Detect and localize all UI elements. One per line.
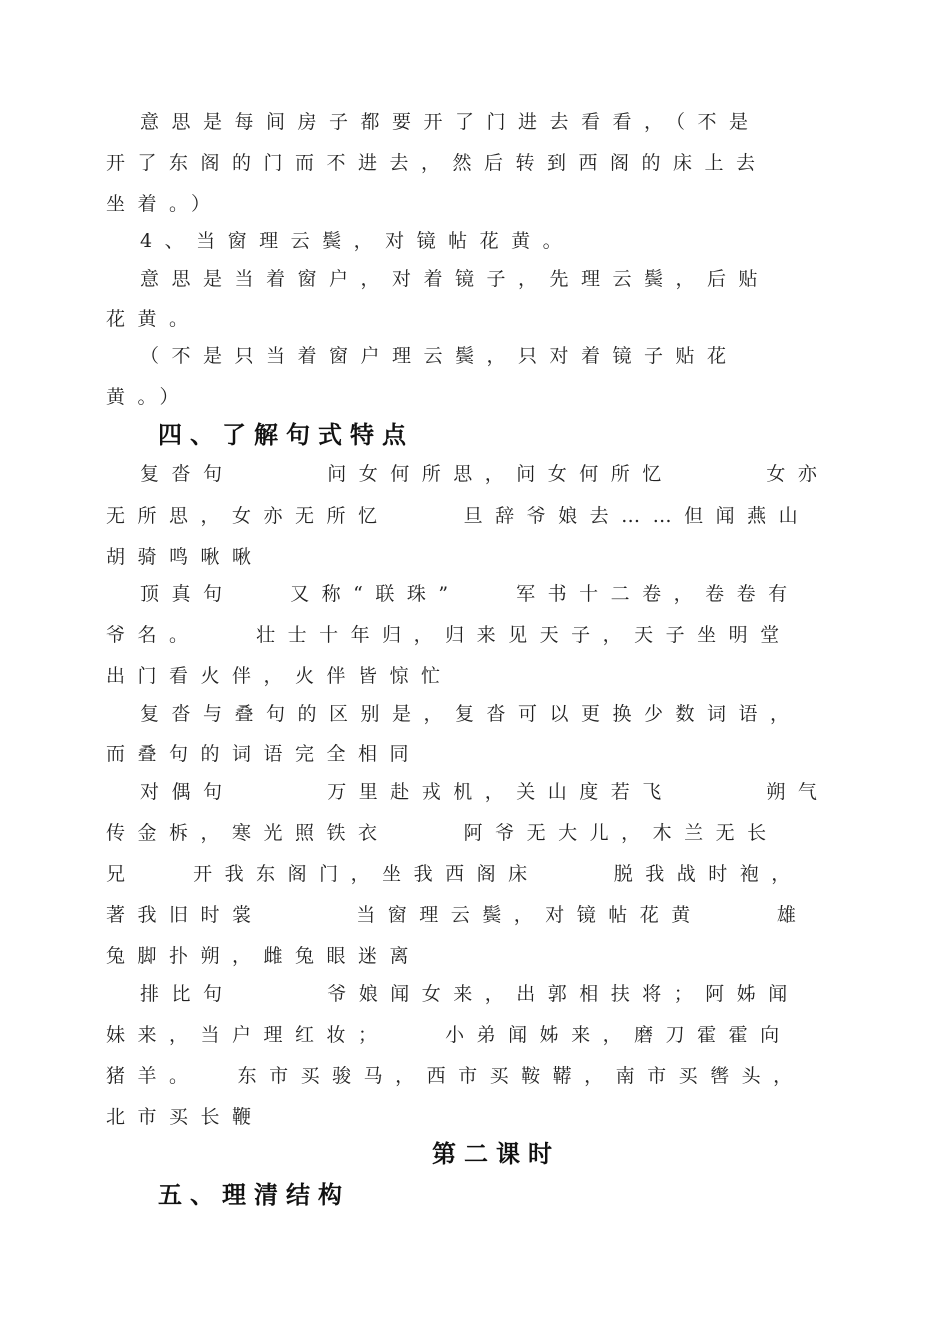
text-line: 黄。） [106,386,192,408]
text-line: （不是只当着窗户理云鬓，只对着镜子贴花 [140,345,739,367]
text-line: 4、当窗理云鬓，对镜帖花黄。 [140,230,575,252]
text-line: 而叠句的词语完全相同 [106,743,422,765]
text-line: 胡骑鸣啾啾 [106,546,264,568]
section-heading: 四、了解句式特点 [158,421,414,449]
text-line: 兄 开我东阁门，坐我西阁床 脱我战时袍， [106,863,803,885]
text-line: 猪羊。 东市买骏马，西市买鞍鞯，南市买辔头， [106,1065,805,1087]
lesson-title: 第二课时 [432,1140,560,1168]
text-line: 传金柝，寒光照铁衣 阿爷无大儿，木兰无长 [106,822,779,844]
text-line: 兔脚扑朔，雌兔眼迷离 [106,945,422,967]
section-heading: 五、理清结构 [158,1181,350,1209]
text-line: 无所思，女亦无所忆 旦辞爷娘去……但闻燕山 [106,505,811,527]
text-line: 妹来，当户理红妆； 小弟闻姊来，磨刀霍霍向 [106,1024,792,1046]
text-line: 意思是每间房子都要开了门进去看看，（不是 [140,111,761,133]
text-line: 花黄。 [106,308,201,330]
text-line: 坐着。） [106,193,223,215]
text-line: 复沓与叠句的区别是，复沓可以更换少数词语， [140,703,802,725]
text-line: 北市买长鞭 [106,1106,264,1128]
text-line: 顶真句 又称“联珠” 军书十二卷，卷卷有 [140,583,800,605]
text-line: 排比句 爷娘闻女来，出郭相扶将；阿姊闻 [140,983,800,1005]
text-line: 著我旧时裳 当窗理云鬓，对镜帖花黄 雄 [106,904,809,926]
text-line: 爷名。 壮士十年归，归来见天子，天子坐明堂 [106,624,792,646]
text-line: 复沓句 问女何所思，问女何所忆 女亦 [140,463,830,485]
text-line: 意思是当着窗户，对着镜子，先理云鬓，后贴 [140,268,771,290]
text-line: 对偶句 万里赴戎机，关山度若飞 朔气 [140,781,830,803]
text-line: 开了东阁的门而不进去，然后转到西阁的床上去 [106,152,768,174]
text-line: 出门看火伴，火伴皆惊忙 [106,665,453,687]
